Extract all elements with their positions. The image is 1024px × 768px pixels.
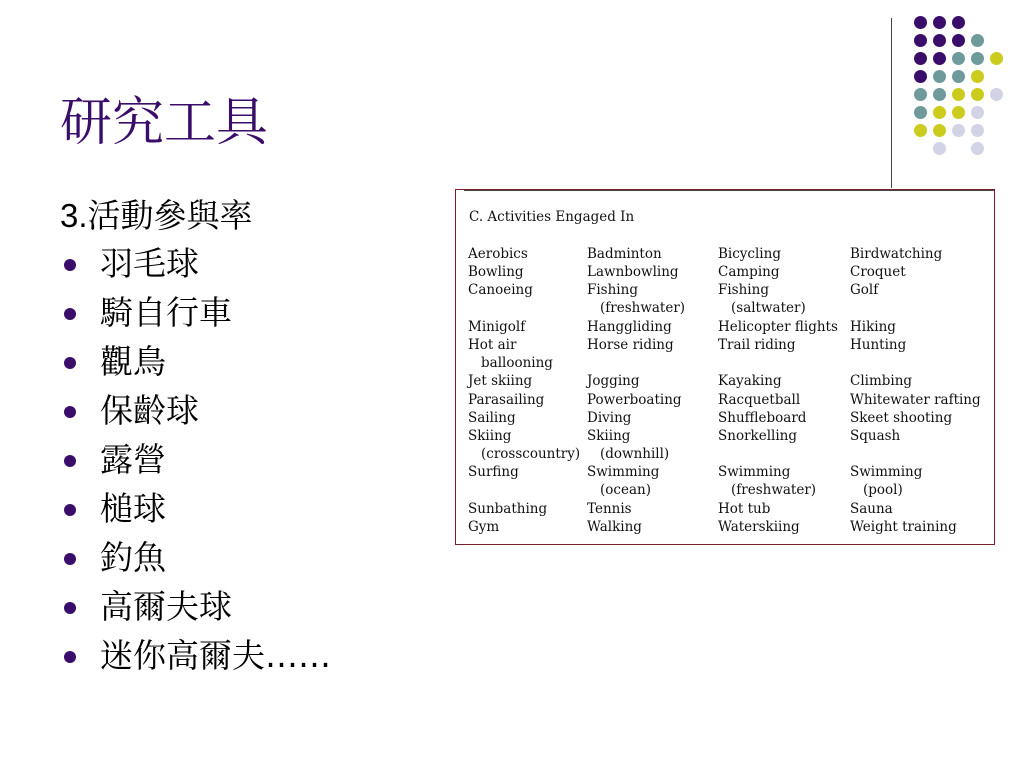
activity-item: [718, 391, 800, 409]
activity-item: [718, 518, 800, 536]
activity-item: [850, 318, 896, 336]
activity-item: [587, 263, 679, 281]
activity-item: [718, 318, 838, 336]
activity-name: Hiking: [850, 318, 896, 335]
bullet-item: [60, 440, 331, 489]
activity-name: Badminton: [587, 246, 662, 262]
activity-item: [850, 518, 957, 536]
activity-item: [587, 391, 682, 409]
activity-name: Camping: [718, 264, 780, 281]
activity-item: [468, 391, 544, 409]
activity-name: Bicycling: [718, 246, 781, 262]
bullet-icon: [64, 406, 76, 418]
activity-item: [468, 281, 533, 299]
activity-name: Weight training: [850, 519, 957, 535]
activity-item: [468, 263, 524, 281]
activity-name: Sunbathing: [468, 500, 548, 517]
activity-item: [468, 372, 532, 390]
dot-lavender: [933, 142, 946, 155]
dot-yellow: [971, 70, 984, 83]
dot-purple: [933, 52, 946, 65]
activity-name: Hanggliding: [587, 318, 672, 335]
activity-name: Minigolf: [468, 318, 526, 335]
activity-item: [718, 263, 779, 281]
bullet-item: [60, 244, 331, 293]
activity-item: [850, 500, 893, 518]
bullet-text: 保齡球: [100, 391, 199, 430]
dot-purple: [952, 34, 965, 47]
activity-name: Canoeing: [468, 282, 533, 299]
dot-yellow: [933, 106, 946, 119]
bullet-text: 高爾夫球: [100, 587, 232, 626]
activity-name: Waterskiing: [718, 519, 800, 535]
bullet-icon: [64, 308, 76, 320]
bullet-item: [60, 391, 331, 440]
activity-item: [587, 518, 642, 536]
activities-table-image: [455, 189, 995, 545]
dot-yellow: [952, 88, 965, 101]
activity-name: Croquet: [850, 264, 906, 281]
activity-name: Hot air: [468, 337, 517, 353]
bullet-list: [60, 244, 331, 685]
decorative-divider: [891, 18, 892, 188]
activity-name: Walking: [587, 519, 642, 535]
activity-item: [850, 281, 878, 299]
activity-name: Hunting: [850, 337, 907, 353]
activity-item: [718, 336, 796, 354]
activity-name: Fishing: [718, 282, 769, 299]
activity-item: [718, 372, 782, 390]
activity-name: Skiing: [587, 428, 631, 444]
activity-item: [850, 263, 906, 281]
activity-item: [718, 409, 806, 427]
dot-yellow: [971, 88, 984, 101]
dot-purple: [914, 34, 927, 47]
activity-item: [850, 427, 900, 445]
dot-lavender: [952, 124, 965, 137]
activity-detail: (freshwater): [600, 300, 686, 317]
activity-detail: ballooning: [481, 355, 553, 371]
activity-detail: (pool): [863, 482, 903, 499]
activity-item: [850, 245, 942, 263]
dot-lavender: [971, 124, 984, 137]
activity-item: [850, 336, 906, 354]
activity-name: Squash: [850, 428, 901, 444]
dot-yellow: [952, 106, 965, 119]
dot-purple: [933, 16, 946, 29]
activity-item: [468, 518, 499, 536]
activity-detail: (freshwater): [731, 482, 817, 499]
dot-teal: [933, 70, 946, 83]
activity-name: Climbing: [850, 373, 913, 390]
activity-item: [587, 463, 659, 499]
bullet-text: 露營: [100, 440, 166, 479]
activity-name: Jogging: [587, 373, 640, 390]
activity-item: [850, 409, 952, 427]
activity-name: Swimming: [850, 464, 923, 481]
slide-body: [60, 196, 331, 685]
activity-name: Horse riding: [587, 337, 674, 353]
activity-name: Skiing: [468, 428, 512, 444]
dot-yellow: [990, 52, 1003, 65]
dot-teal: [952, 52, 965, 65]
activity-name: Sauna: [850, 500, 893, 517]
dot-teal: [971, 34, 984, 47]
activities-heading: C. Activities Engaged In: [469, 209, 635, 225]
bullet-item: [60, 636, 331, 685]
bullet-item: [60, 538, 331, 587]
dot-lavender: [990, 88, 1003, 101]
activity-item: [718, 245, 781, 263]
activity-item: [468, 427, 580, 463]
bullet-item: [60, 587, 331, 636]
activity-name: Diving: [587, 409, 632, 426]
activity-detail: (ocean): [600, 482, 651, 499]
bullet-icon: [64, 504, 76, 516]
bullet-icon: [64, 357, 76, 369]
dot-teal: [971, 52, 984, 65]
activity-item: [468, 463, 519, 481]
activity-name: Golf: [850, 282, 879, 299]
activity-item: [468, 245, 528, 263]
dot-purple: [952, 16, 965, 29]
activity-item: [718, 500, 770, 518]
table-top-rule: [464, 190, 994, 191]
activity-detail: (downhill): [600, 446, 670, 462]
activity-name: Shuffleboard: [718, 409, 807, 426]
bullet-item: [60, 293, 331, 342]
dot-yellow: [914, 124, 927, 137]
activity-name: Snorkelling: [718, 428, 797, 444]
dot-teal: [914, 88, 927, 101]
activity-name: Helicopter flights: [718, 318, 838, 335]
activity-name: Bowling: [468, 264, 524, 281]
activity-name: Gym: [468, 519, 500, 535]
bullet-text: 羽毛球: [100, 244, 199, 283]
activity-name: Swimming: [718, 464, 791, 481]
subheading-number: 3.: [60, 197, 88, 234]
activity-item: [587, 318, 672, 336]
dot-purple: [914, 70, 927, 83]
subheading: [60, 196, 331, 244]
dot-lavender: [971, 106, 984, 119]
dot-purple: [933, 34, 946, 47]
activity-name: Trail riding: [718, 337, 796, 353]
activity-item: [718, 281, 806, 317]
subheading-text: 活動參與率: [87, 196, 253, 235]
activity-item: [850, 372, 912, 390]
bullet-icon: [64, 651, 76, 663]
activity-name: Tennis: [587, 500, 632, 517]
activity-item: [587, 336, 674, 354]
activity-detail: (crosscountry): [481, 446, 581, 462]
activity-name: Powerboating: [587, 391, 682, 408]
activity-item: [587, 409, 631, 427]
bullet-icon: [64, 455, 76, 467]
activity-name: Kayaking: [718, 373, 782, 390]
activity-name: Sailing: [468, 409, 516, 426]
activity-name: Surfing: [468, 464, 519, 481]
activity-item: [587, 372, 639, 390]
bullet-icon: [64, 553, 76, 565]
activity-item: [468, 318, 525, 336]
activity-name: Parasailing: [468, 391, 545, 408]
activity-name: Lawnbowling: [587, 264, 679, 281]
activity-item: [850, 463, 922, 499]
activity-name: Whitewater rafting: [850, 391, 981, 408]
activity-name: Birdwatching: [850, 246, 943, 262]
activity-detail: (saltwater): [731, 300, 806, 317]
activity-item: [468, 500, 547, 518]
activity-item: [587, 281, 685, 317]
dot-lavender: [971, 142, 984, 155]
activity-name: Skeet shooting: [850, 409, 953, 426]
dot-teal: [914, 106, 927, 119]
activity-item: [468, 409, 516, 427]
activity-name: Jet skiing: [468, 373, 533, 390]
bullet-text: 釣魚: [100, 538, 166, 577]
activity-name: Aerobics: [468, 246, 528, 262]
activity-item: [587, 500, 632, 518]
bullet-text: 騎自行車: [100, 293, 232, 332]
activity-item: [850, 391, 981, 409]
activity-item: [587, 245, 662, 263]
bullet-item: [60, 489, 331, 538]
dot-teal: [933, 88, 946, 101]
activity-item: [468, 336, 553, 372]
bullet-icon: [64, 602, 76, 614]
dot-purple: [914, 52, 927, 65]
dot-purple: [914, 16, 927, 29]
activity-name: Racquetball: [718, 391, 801, 408]
bullet-icon: [64, 259, 76, 271]
activity-name: Hot tub: [718, 500, 771, 517]
activity-item: [587, 427, 669, 463]
bullet-text: 迷你高爾夫……: [100, 636, 331, 675]
bullet-text: 槌球: [100, 489, 166, 528]
dot-yellow: [933, 124, 946, 137]
bullet-text: 觀鳥: [100, 342, 166, 381]
bullet-item: [60, 342, 331, 391]
dot-teal: [952, 70, 965, 83]
slide-title: 研究工具: [60, 93, 269, 153]
activity-name: Swimming: [587, 464, 660, 481]
activity-item: [718, 463, 816, 499]
activity-name: Fishing: [587, 282, 638, 299]
activity-item: [718, 427, 797, 445]
